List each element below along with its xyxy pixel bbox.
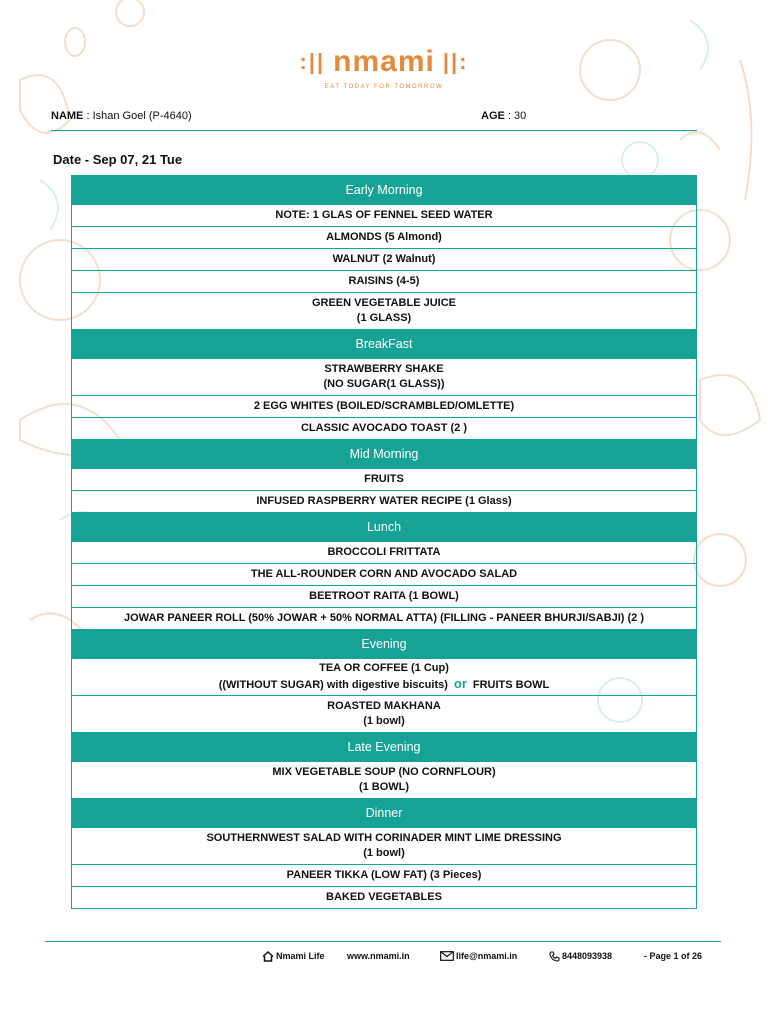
meal-header-row bbox=[72, 630, 697, 659]
meal-item bbox=[72, 887, 697, 909]
meal-title: Dinner bbox=[72, 799, 697, 828]
meal-item bbox=[72, 271, 697, 293]
meal-item-line: RAISINS (4-5) bbox=[348, 275, 420, 287]
meal-item-row bbox=[72, 293, 697, 330]
meal-title: Evening bbox=[72, 630, 697, 659]
age-value: 30 bbox=[514, 110, 527, 122]
meal-item-row bbox=[72, 659, 697, 696]
meal-title: Late Evening bbox=[72, 733, 697, 762]
meal-item-row bbox=[72, 249, 697, 271]
meal-item-line: ((WITHOUT SUGAR) with digestive biscuits) bbox=[218, 679, 448, 691]
meal-title: Mid Morning bbox=[72, 440, 697, 469]
meal-item-row bbox=[72, 828, 697, 865]
footer-email-text: life@nmami.in bbox=[456, 951, 518, 961]
meal-item bbox=[72, 418, 697, 440]
meal-item-line: JOWAR PANEER ROLL (50% JOWAR + 50% NORMAL ATTA) (FILLING - PANEER BHURJI/SABJI) (2 ) bbox=[124, 612, 644, 624]
logo-wordmark: nmami bbox=[333, 45, 435, 78]
meal-item bbox=[72, 542, 697, 564]
meal-item-row bbox=[72, 271, 697, 293]
footer-phone-text: 8448093938 bbox=[562, 951, 613, 961]
meal-item-line: MIX VEGETABLE SOUP (NO CORNFLOUR) bbox=[272, 766, 496, 778]
meal-item-line: (NO SUGAR(1 GLASS)) bbox=[323, 378, 445, 390]
meal-title: Early Morning bbox=[72, 176, 697, 205]
meal-item bbox=[72, 293, 697, 330]
meal-item bbox=[72, 491, 697, 513]
alternative-or-label: or bbox=[453, 676, 467, 691]
meal-item-row bbox=[72, 564, 697, 586]
meal-item-alternative: FRUITS BOWL bbox=[472, 679, 550, 691]
meal-item-line: CLASSIC AVOCADO TOAST (2 ) bbox=[300, 422, 468, 434]
meal-header-row bbox=[72, 799, 697, 828]
meal-item-line: INFUSED RASPBERRY WATER RECIPE (1 Glass) bbox=[256, 495, 512, 507]
footer-website[interactable]: www.nmami.in bbox=[347, 951, 410, 961]
meal-item-line: BROCCOLI FRITTATA bbox=[327, 546, 441, 558]
page-number: - Page 1 of 26 bbox=[644, 951, 703, 961]
page-footer bbox=[262, 951, 722, 965]
meal-header-row bbox=[72, 513, 697, 542]
meal-item-row bbox=[72, 586, 697, 608]
meal-item-line: WALNUT (2 Walnut) bbox=[332, 253, 436, 265]
meal-item bbox=[72, 564, 697, 586]
meal-item-row bbox=[72, 762, 697, 799]
meal-item bbox=[72, 469, 697, 491]
meal-item-line: THE ALL-ROUNDER CORN AND AVOCADO SALAD bbox=[250, 568, 518, 580]
name-label: NAME bbox=[51, 110, 84, 122]
mail-icon bbox=[440, 951, 454, 961]
phone-icon bbox=[549, 951, 560, 962]
meal-item bbox=[72, 227, 697, 249]
meal-item bbox=[72, 659, 697, 696]
meal-item-row bbox=[72, 469, 697, 491]
meal-item-line: PANEER TIKKA (LOW FAT) (3 Pieces) bbox=[286, 869, 482, 881]
meal-header-row bbox=[72, 733, 697, 762]
meal-item-line: ROASTED MAKHANA bbox=[327, 700, 441, 712]
meal-item bbox=[72, 205, 697, 227]
meal-header-row bbox=[72, 440, 697, 469]
meal-item bbox=[72, 359, 697, 396]
meal-item-line: (1 bowl) bbox=[363, 715, 405, 727]
meal-item bbox=[72, 586, 697, 608]
meal-item-line: (1 GLASS) bbox=[356, 312, 412, 324]
logo-tagline: EAT TODAY FOR TOMORROW bbox=[324, 84, 444, 90]
footer-phone[interactable] bbox=[549, 951, 613, 962]
brand-logo bbox=[0, 44, 768, 90]
meal-item-line: BEETROOT RAITA (1 BOWL) bbox=[309, 590, 459, 602]
meal-header-row bbox=[72, 176, 697, 205]
meal-item-line: SOUTHERNWEST SALAD WITH CORINADER MINT LIME DRESSING bbox=[206, 832, 562, 844]
meal-item-row bbox=[72, 608, 697, 630]
meal-item bbox=[72, 828, 697, 865]
meal-title: Lunch bbox=[72, 513, 697, 542]
meal-item-row bbox=[72, 491, 697, 513]
meal-item-line: ALMONDS (5 Almond) bbox=[326, 231, 442, 243]
meal-item-row bbox=[72, 696, 697, 733]
meal-title: BreakFast bbox=[72, 330, 697, 359]
meal-item-line: TEA OR COFFEE (1 Cup) bbox=[319, 662, 449, 674]
meal-item bbox=[72, 762, 697, 799]
meal-item-row bbox=[72, 227, 697, 249]
meal-item-line: 2 EGG WHITES (BOILED/SCRAMBLED/OMLETTE) bbox=[253, 400, 515, 412]
meal-item-row bbox=[72, 396, 697, 418]
meal-item-line: NOTE: 1 GLAS OF FENNEL SEED WATER bbox=[275, 209, 493, 221]
name-value: Ishan Goel (P-4640) bbox=[92, 110, 192, 122]
meal-item bbox=[72, 865, 697, 887]
footer-divider bbox=[45, 941, 721, 942]
meal-item-line: (1 bowl) bbox=[363, 847, 405, 859]
meal-item-row bbox=[72, 865, 697, 887]
meal-item-row bbox=[72, 418, 697, 440]
meal-item-line: STRAWBERRY SHAKE bbox=[324, 363, 444, 375]
footer-email[interactable] bbox=[440, 951, 518, 961]
client-name: NAME : Ishan Goel (P-4640) bbox=[51, 110, 192, 122]
meal-plan-table bbox=[71, 175, 697, 909]
meal-item-line: FRUITS bbox=[364, 473, 404, 485]
meal-item bbox=[72, 696, 697, 733]
meal-item-line: BAKED VEGETABLES bbox=[326, 891, 442, 903]
meal-item-line: (1 BOWL) bbox=[358, 781, 410, 793]
client-age: AGE : 30 bbox=[481, 110, 527, 122]
logo-ornament-left: :|| bbox=[299, 49, 326, 74]
meal-header-row bbox=[72, 330, 697, 359]
meal-item-line: GREEN VEGETABLE JUICE bbox=[311, 297, 457, 309]
meal-item-row bbox=[72, 205, 697, 227]
meal-item bbox=[72, 608, 697, 630]
age-label: AGE bbox=[481, 110, 505, 122]
header-divider bbox=[51, 130, 697, 131]
footer-brand-text: Nmami Life bbox=[276, 951, 325, 961]
meal-item bbox=[72, 249, 697, 271]
meal-item-row bbox=[72, 887, 697, 909]
meal-item-row bbox=[72, 359, 697, 396]
client-info bbox=[51, 110, 696, 126]
home-icon bbox=[262, 951, 274, 962]
meal-item-row bbox=[72, 542, 697, 564]
footer-brand bbox=[262, 951, 325, 962]
logo-ornament-right: ||: bbox=[442, 49, 469, 74]
plan-date: Date - Sep 07, 21 Tue bbox=[53, 152, 183, 167]
meal-item bbox=[72, 396, 697, 418]
